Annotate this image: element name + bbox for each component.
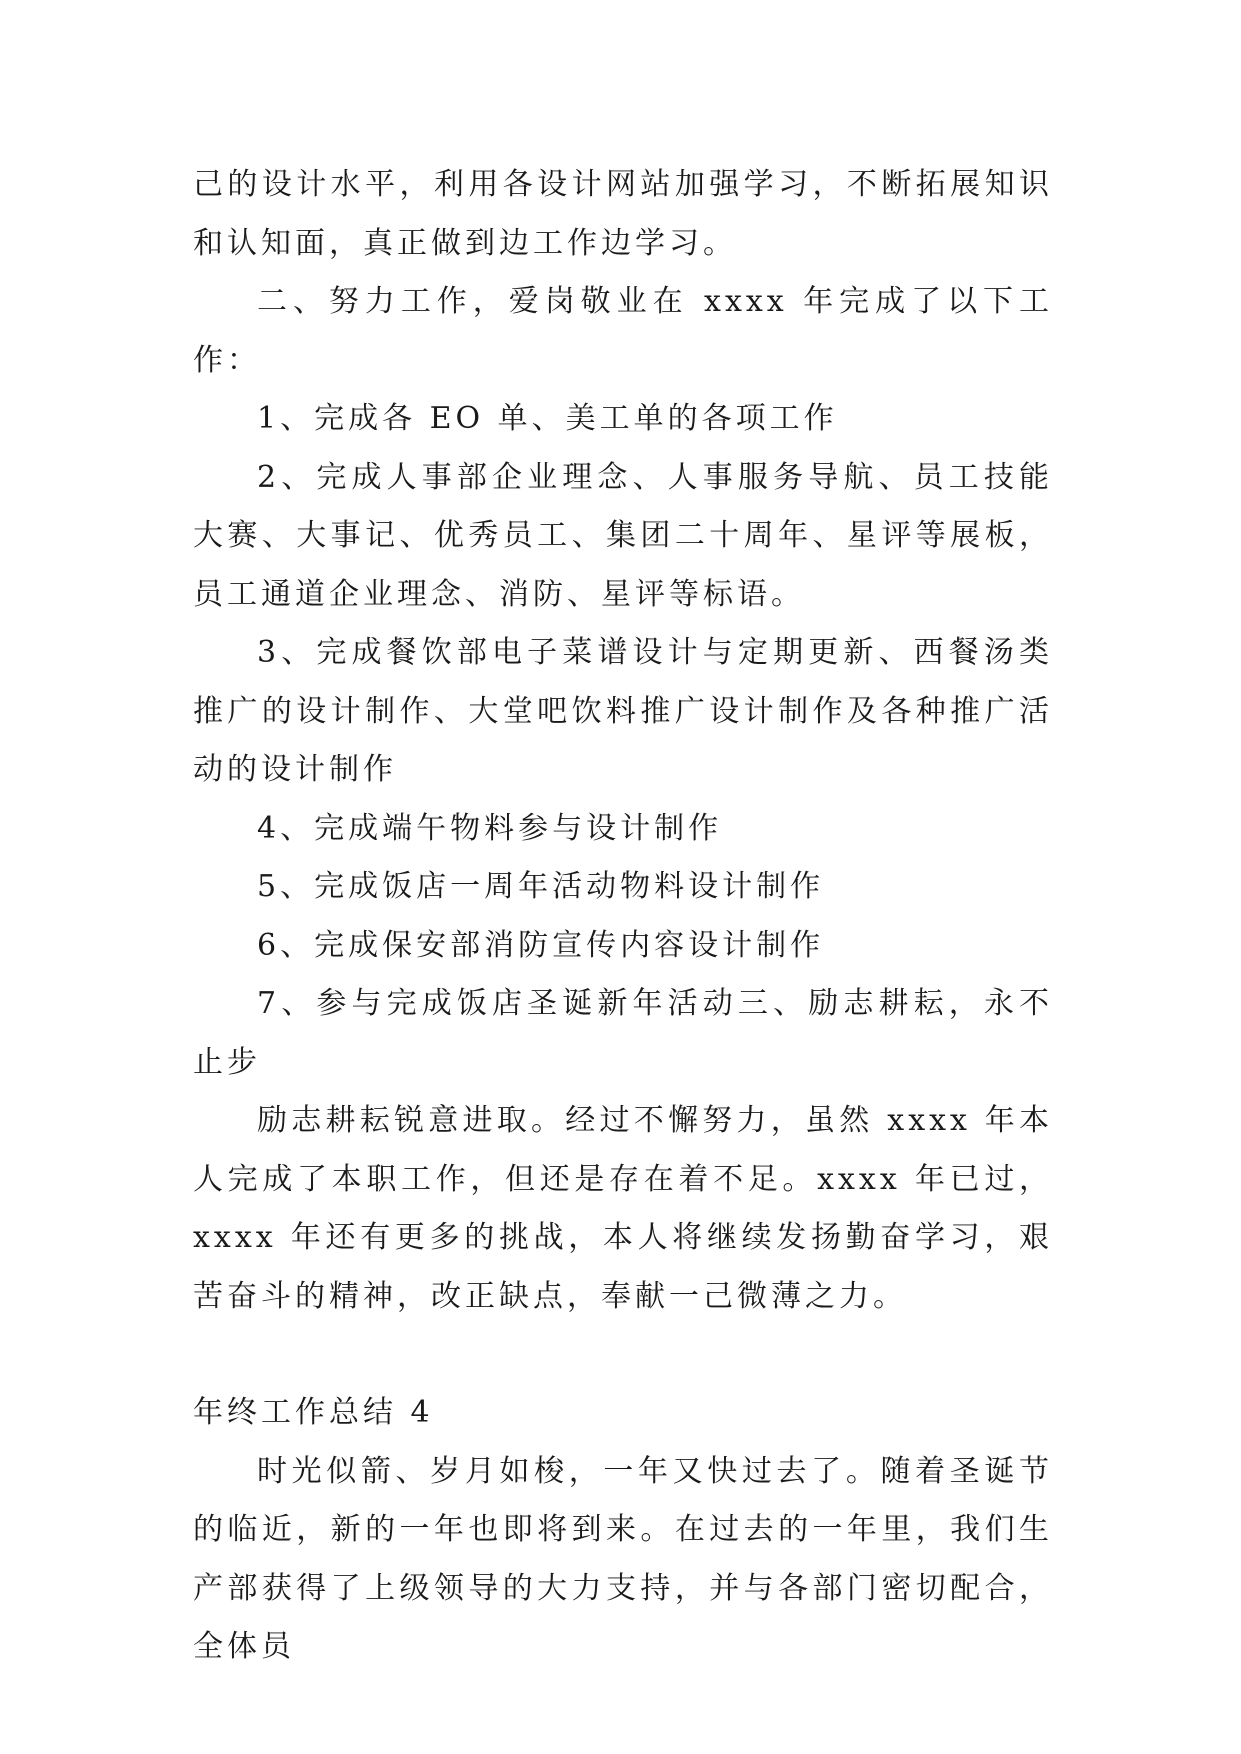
paragraph-3: 1、完成各 EO 单、美工单的各项工作	[257, 401, 838, 436]
paragraph-4: 2、完成人事部企业理念、人事服务导航、员工技能大赛、大事记、优秀员工、集团二十周年、星评等展板，员工通道企业理念、消防、星评等标语。	[193, 459, 1053, 612]
paragraph-2: 二、努力工作，爱岗敬业在 xxxx 年完成了以下工作：	[193, 284, 1053, 378]
paragraph-8: 6、完成保安部消防宣传内容设计制作	[257, 927, 825, 963]
paragraph-9: 7、参与完成饭店圣诞新年活动三、励志耕耘，永不止步	[193, 986, 1053, 1080]
paragraph-7: 5、完成饭店一周年活动物料设计制作	[257, 869, 825, 904]
section-title: 年终工作总结 4	[193, 1395, 434, 1430]
paragraph-1: 己的设计水平，利用各设计网站加强学习，不断拓展知识和认知面，真正做到边工作边学习。	[193, 167, 1053, 261]
section-paragraph-1: 时光似箭、岁月如梭，一年又快过去了。随着圣诞节的临近，新的一年也即将到来。在过去的一年里，我们生产部获得了上级领导的大力支持，并与各部门密切配合，全体员	[193, 1453, 1053, 1664]
paragraph-10: 励志耕耘锐意进取。经过不懈努力，虽然 xxxx 年本人完成了本职工作，但还是存在着不足。xxxx 年已过，xxxx 年还有更多的挑战，本人将继续发扬勤奋学习，艰苦奋斗的精神，改正缺点，奉献一己微薄之力。	[193, 1103, 1053, 1314]
paragraph-5: 3、完成餐饮部电子菜谱设计与定期更新、西餐汤类推广的设计制作、大堂吧饮料推广设计制作及各种推广活动的设计制作	[193, 635, 1053, 787]
document-body	[193, 156, 1053, 1677]
paragraph-6: 4、完成端午物料参与设计制作	[257, 810, 723, 846]
